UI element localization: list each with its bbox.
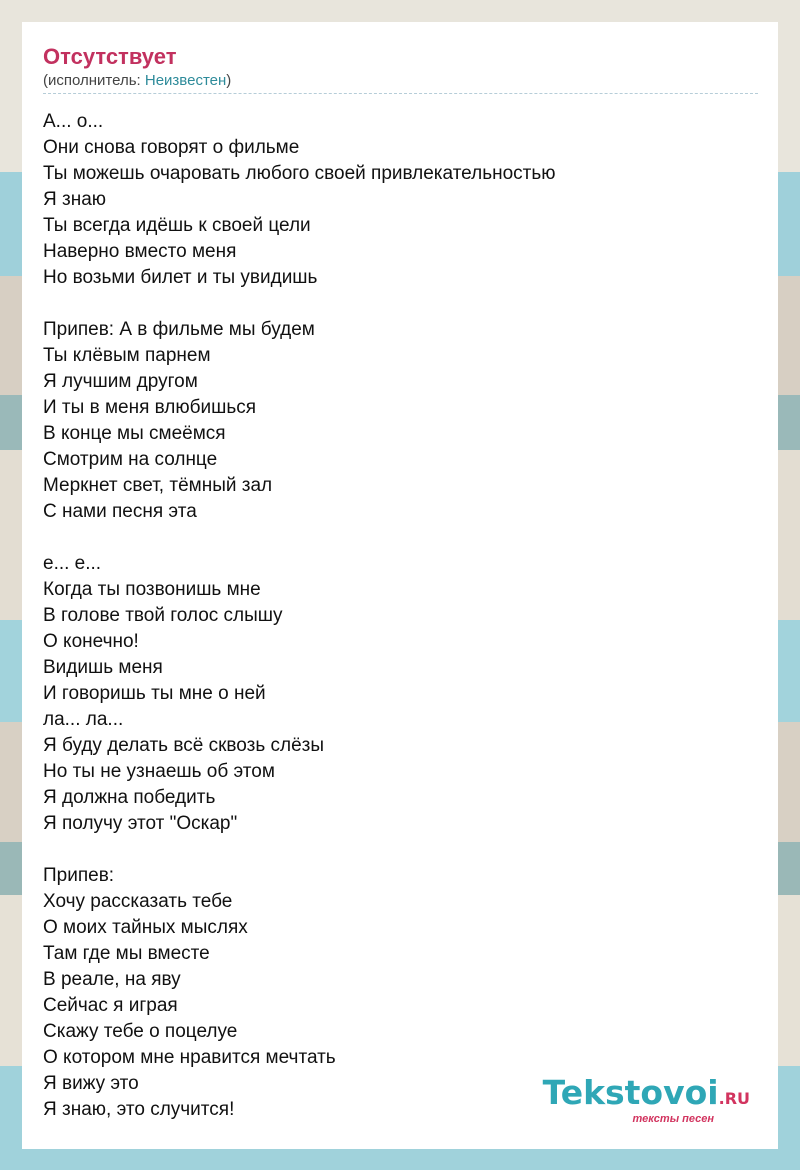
lyric-line: Припев: [43,865,115,886]
lyric-blank-line [43,837,758,863]
lyric-line: В голове твой голос слышу [43,605,283,626]
lyric-line: О моих тайных мыслях [43,917,248,938]
lyric-line: Наверно вместо меня [43,241,237,262]
lyric-line: Я должна победить [43,787,216,808]
lyric-line: е... е... [43,553,102,574]
lyrics-card [22,22,778,1149]
lyric-line: Припев: А в фильме мы будем [43,319,315,340]
site-logo[interactable] [542,1073,750,1125]
lyrics-text [43,109,758,1123]
lyric-line: Ты клёвым парнем [43,345,211,366]
artist-prefix: (исполнитель: [43,72,145,89]
lyric-line: Но возьми билет и ты увидишь [43,267,318,288]
artist-suffix: ) [226,72,232,89]
lyric-line: ла... ла... [43,709,124,730]
lyric-line: О котором мне нравится мечтать [43,1047,336,1068]
logo-main-text: Tekstovoi [542,1073,719,1112]
artist-line [43,71,758,94]
lyric-line: В реале, на яву [43,969,181,990]
lyric-line: Сейчас я играя [43,995,178,1016]
logo-tagline: тексты песен [632,1113,714,1125]
lyric-line: Хочу рассказать тебе [43,891,233,912]
lyric-line: Там где мы вместе [43,943,210,964]
lyric-line: Я буду делать всё сквозь слёзы [43,735,325,756]
lyric-line: Смотрим на солнце [43,449,218,470]
lyric-line: Я знаю [43,189,107,210]
lyric-line: И ты в меня влюбишься [43,397,257,418]
lyric-line: Меркнет свет, тёмный зал [43,475,273,496]
artist-link[interactable]: Неизвестен [144,72,227,89]
lyric-line: Ты всегда идёшь к своей цели [43,215,311,236]
lyric-line: Я знаю, это случится! [43,1099,235,1120]
logo-wordmark [542,1073,750,1116]
lyric-line: Видишь меня [43,657,163,678]
lyric-line: О конечно! [43,631,139,652]
lyric-line: Но ты не узнаешь об этом [43,761,275,782]
lyric-line: Они снова говорят о фильме [43,137,300,158]
lyric-blank-line [43,291,758,317]
lyric-line: Скажу тебе о поцелуе [43,1021,238,1042]
lyric-line: Я лучшим другом [43,371,198,392]
lyric-line: Я вижу это [43,1073,139,1094]
lyric-line: С нами песня эта [43,501,197,522]
song-title: Отсутствует [43,44,177,69]
lyric-line: Ты можешь очаровать любого своей привлекательностью [43,163,556,184]
lyric-blank-line [43,525,758,551]
lyric-line: В конце мы смеёмся [43,423,226,444]
lyric-line: Я получу этот "Оскар" [43,813,238,834]
logo-domain-suffix: .RU [718,1089,750,1108]
lyric-line: А... о... [43,111,104,132]
lyric-line: И говоришь ты мне о ней [43,683,266,704]
lyric-line: Когда ты позвонишь мне [43,579,261,600]
